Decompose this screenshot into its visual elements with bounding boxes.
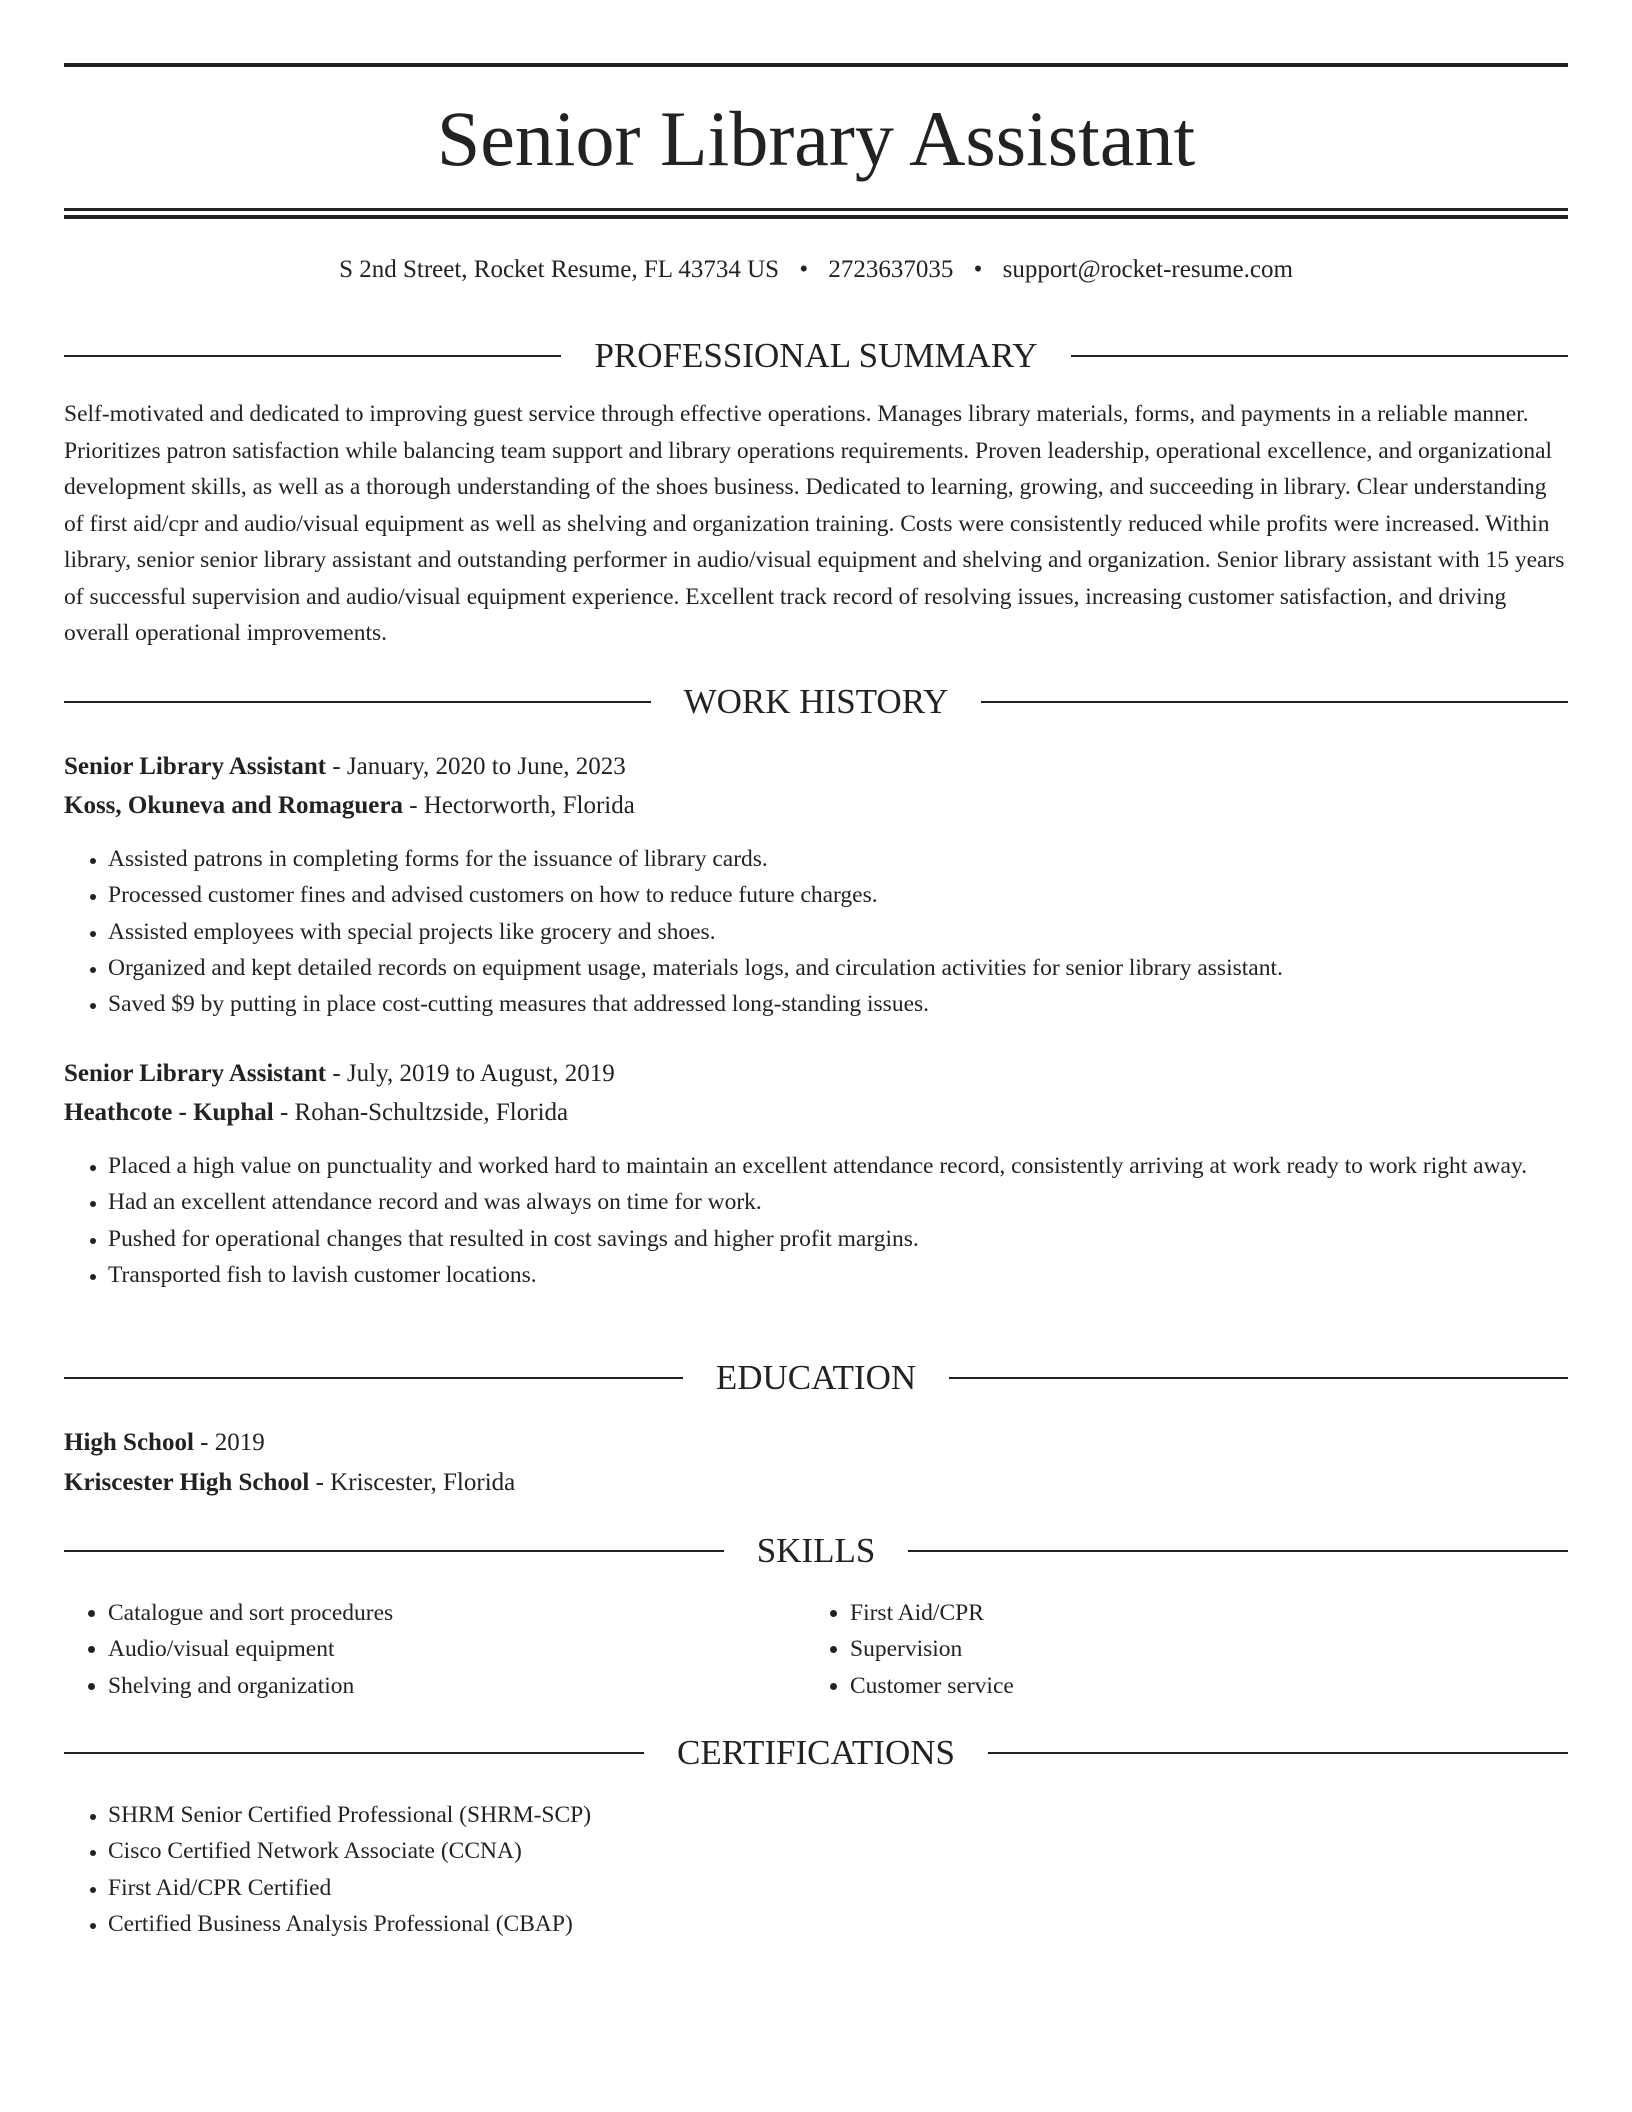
contact-phone: 2723637035 — [828, 256, 954, 283]
list-item: • Had an excellent attendance record and was always on time for work. — [108, 1184, 1568, 1220]
list-item: • Placed a high value on punctuality and worked hard to maintain an excellent attendance record, consistently arriving at work ready to work right away. — [108, 1148, 1568, 1184]
job-1-location: - Hectorworth, Florida — [402, 792, 635, 819]
education-year: - 2019 — [193, 1429, 265, 1456]
contact-separator: • — [973, 256, 983, 283]
section-rule-left — [64, 1377, 683, 1379]
section-rule-left — [64, 701, 651, 703]
job-2-company-line — [64, 1094, 1568, 1132]
education-heading: EDUCATION — [715, 1358, 917, 1397]
job-1-company-line — [64, 787, 1568, 825]
job-1-dates: - January, 2020 to June, 2023 — [326, 753, 626, 780]
list-item: • SHRM Senior Certified Professional (SHRM-SCP) — [108, 1797, 1568, 1833]
header-top-rule — [64, 63, 1568, 67]
list-item: • Saved $9 by putting in place cost-cutting measures that addressed long-standing issues. — [108, 986, 1568, 1022]
certifications-section-header — [64, 1731, 1568, 1775]
job-2-title-line — [64, 1055, 1568, 1093]
section-rule-left — [64, 1752, 644, 1754]
skills-right-list — [806, 1595, 1548, 1704]
skills-left-list — [64, 1595, 806, 1704]
section-rule-left — [64, 355, 561, 357]
job-2-bullets — [64, 1148, 1568, 1293]
list-item: • Pushed for operational changes that resulted in cost savings and higher profit margins. — [108, 1221, 1568, 1257]
list-item: • First Aid/CPR — [850, 1595, 1548, 1631]
header-bottom-rule-thin — [64, 208, 1568, 211]
education-school: Kriscester High School — [64, 1469, 310, 1496]
list-item: • Cisco Certified Network Associate (CCNA) — [108, 1833, 1568, 1869]
list-item: • Customer service — [850, 1668, 1548, 1704]
section-rule-left — [64, 1550, 724, 1552]
contact-address: S 2nd Street, Rocket Resume, FL 43734 US — [339, 256, 780, 283]
education-school-line — [64, 1464, 1568, 1502]
section-rule-right — [949, 1377, 1568, 1379]
skills-section-header — [64, 1529, 1568, 1573]
list-item: • Supervision — [850, 1631, 1548, 1667]
section-rule-right — [981, 701, 1568, 703]
section-rule-right — [1071, 355, 1568, 357]
education-location: - Kriscester, Florida — [309, 1469, 516, 1496]
list-item: • Certified Business Analysis Professional (CBAP) — [108, 1906, 1568, 1942]
skills-heading: SKILLS — [756, 1531, 876, 1570]
contact-separator: • — [799, 256, 809, 283]
job-1-role: Senior Library Assistant — [64, 753, 327, 780]
education-section-header — [64, 1356, 1568, 1400]
work-heading: WORK HISTORY — [683, 682, 949, 721]
education-degree-line — [64, 1424, 1568, 1462]
job-1-title-line — [64, 748, 1568, 786]
list-item: • Assisted employees with special projects like grocery and shoes. — [108, 914, 1568, 950]
list-item: • Processed customer fines and advised customers on how to reduce future charges. — [108, 877, 1568, 913]
skills-columns — [64, 1595, 1568, 1704]
summary-text: Self-motivated and dedicated to improving guest service through effective operations. Manages library materials, forms, and payments in a reliable manner. Prioritizes patron satisfaction while balancing team support and library operations requirements. Proven leadership, operational excellence, and organizational development skills, as well as a thorough understanding of the shoes business. Dedicated to learning, growing, and succeeding in library. Clear understanding of first aid/cpr and audio/visual equipment as well as shelving and organization training. Costs were consistently reduced while profits were increased. Within library, senior senior library assistant and outstanding performer in audio/visual equipment and shelving and organization. Senior library assistant with 15 years of successful supervision and audio/visual equipment experience. Excellent track record of resolving issues, increasing customer satisfaction, and driving overall operational improvements. — [64, 401, 1565, 646]
list-item: • Organized and kept detailed records on equipment usage, materials logs, and circulation activities for senior library assistant. — [108, 950, 1568, 986]
work-section-header — [64, 680, 1568, 724]
job-2-company: Heathcote - Kuphal — [64, 1099, 274, 1126]
summary-heading: PROFESSIONAL SUMMARY — [594, 336, 1038, 375]
education-degree: High School — [64, 1429, 194, 1456]
list-item: • Audio/visual equipment — [108, 1631, 806, 1667]
certifications-list — [64, 1797, 1568, 1942]
job-2-location: - Rohan-Schultzside, Florida — [273, 1099, 569, 1126]
list-item: • Shelving and organization — [108, 1668, 806, 1704]
contact-line — [64, 252, 1568, 288]
header-bottom-rule-thick — [64, 215, 1568, 219]
job-1-bullets — [64, 841, 1568, 1022]
list-item: • Assisted patrons in completing forms for the issuance of library cards. — [108, 841, 1568, 877]
section-rule-right — [908, 1550, 1568, 1552]
job-2-role: Senior Library Assistant — [64, 1060, 327, 1087]
list-item: • Transported fish to lavish customer locations. — [108, 1257, 1568, 1293]
summary-section-header — [64, 334, 1568, 378]
section-rule-right — [988, 1752, 1568, 1754]
resume-title: Senior Library Assistant — [436, 95, 1196, 182]
list-item: • Catalogue and sort procedures — [108, 1595, 806, 1631]
certifications-heading: CERTIFICATIONS — [677, 1733, 955, 1772]
contact-email: support@rocket-resume.com — [1002, 256, 1293, 283]
list-item: • First Aid/CPR Certified — [108, 1870, 1568, 1906]
job-1-company: Koss, Okuneva and Romaguera — [64, 792, 403, 819]
job-2-dates: - July, 2019 to August, 2019 — [326, 1060, 615, 1087]
